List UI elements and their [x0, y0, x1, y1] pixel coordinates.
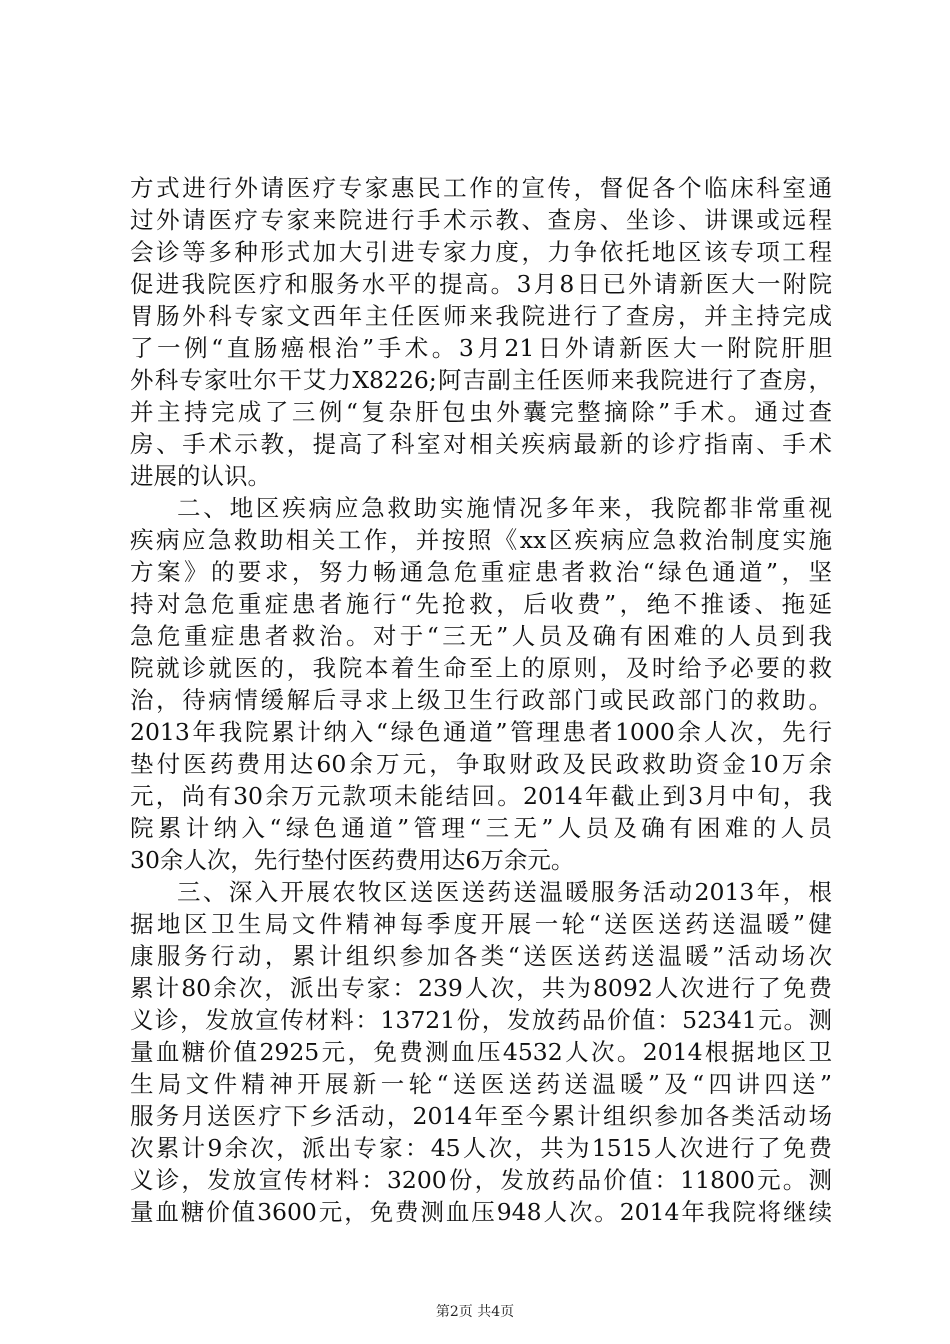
- text-line: 房、手术示教，提高了科室对相关疾病最新的诊疗指南、手术: [130, 430, 832, 458]
- text-line: 持对急危重症患者施行“先抢救，后收费”，绝不推诿、拖延: [130, 590, 832, 618]
- text-line: 院累计纳入“绿色通道”管理“三无”人员及确有困难的人员: [130, 814, 832, 842]
- text-line: 量血糖价值3600元，免费测血压948人次。2014年我院将继续: [130, 1198, 832, 1226]
- text-line: 次累计9余次，派出专家：45人次，共为1515人次进行了免费: [130, 1134, 832, 1162]
- body-text: [130, 172, 832, 1228]
- text-line: 会诊等多种形式加大引进专家力度，力争依托地区该专项工程: [130, 238, 832, 266]
- text-line: 康服务行动，累计组织参加各类“送医送药送温暖”活动场次: [130, 942, 832, 970]
- text-line: 进展的认识。: [130, 462, 271, 490]
- section-2-first-line: 二、地区疾病应急救助实施情况多年来，我院都非常重视: [177, 494, 832, 522]
- text-line: 治，待病情缓解后寻求上级卫生行政部门或民政部门的救助。: [130, 686, 832, 714]
- text-line: 元，尚有30余万元款项未能结回。2014年截止到3月中旬，我: [130, 782, 832, 810]
- text-line: 服务月送医疗下乡活动，2014年至今累计组织参加各类活动场: [130, 1102, 832, 1130]
- text-line: 方案》的要求，努力畅通急危重症患者救治“绿色通道”，坚: [130, 558, 832, 586]
- page-footer: 第2页 共4页: [435, 1304, 515, 1320]
- text-line: 30余人次，先行垫付医药费用达6万余元。: [130, 846, 575, 874]
- text-line: 急危重症患者救治。对于“三无”人员及确有困难的人员到我: [130, 622, 832, 650]
- text-line: 方式进行外请医疗专家惠民工作的宣传，督促各个临床科室通: [130, 174, 832, 202]
- text-line: 义诊，发放宣传材料：3200份，发放药品价值：11800元。测: [130, 1166, 832, 1194]
- text-line: 生局文件精神开展新一轮“送医送药送温暖”及“四讲四送”: [130, 1070, 832, 1098]
- text-line: 累计80余次，派出专家：239人次，共为8092人次进行了免费: [130, 974, 832, 1002]
- text-line: 促进我院医疗和服务水平的提高。3月8日已外请新医大一附院: [130, 270, 832, 298]
- text-line: 2013年我院累计纳入“绿色通道”管理患者1000余人次，先行: [130, 718, 832, 746]
- text-line: 院就诊就医的，我院本着生命至上的原则，及时给予必要的救: [130, 654, 832, 682]
- text-line: 疾病应急救助相关工作，并按照《xx区疾病应急救治制度实施: [130, 526, 832, 554]
- text-line: 义诊，发放宣传材料：13721份，发放药品价值：52341元。测: [130, 1006, 832, 1034]
- text-line: 量血糖价值2925元，免费测血压4532人次。2014根据地区卫: [130, 1038, 832, 1066]
- text-line: 了一例“直肠癌根治”手术。3月21日外请新医大一附院肝胆: [130, 334, 832, 362]
- text-line: 胃肠外科专家文西年主任医师来我院进行了查房，并主持完成: [130, 302, 832, 330]
- text-line: 过外请医疗专家来院进行手术示教、查房、坐诊、讲课或远程: [130, 206, 832, 234]
- text-line: 并主持完成了三例“复杂肝包虫外囊完整摘除”手术。通过查: [130, 398, 832, 426]
- text-line: 据地区卫生局文件精神每季度开展一轮“送医送药送温暖”健: [130, 910, 832, 938]
- text-line: 垫付医药费用达60余万元，争取财政及民政救助资金10万余: [130, 750, 832, 778]
- section-3-first-line: 三、深入开展农牧区送医送药送温暖服务活动2013年，根: [177, 878, 832, 906]
- text-line: 外科专家吐尔干艾力X8226;阿吉副主任医师来我院进行了查房，: [130, 366, 832, 394]
